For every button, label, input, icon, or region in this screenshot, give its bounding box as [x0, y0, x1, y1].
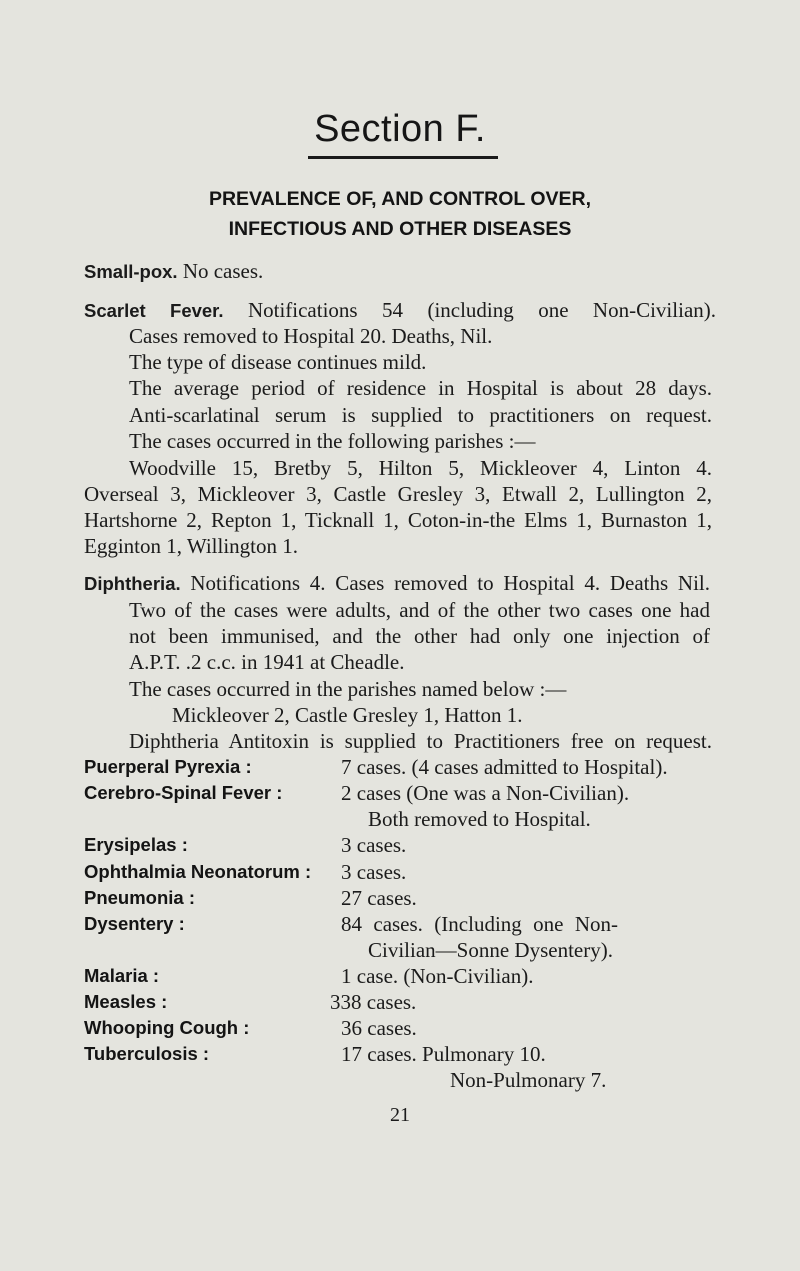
- heading-line-2: INFECTIOUS AND OTHER DISEASES: [228, 218, 572, 240]
- diphtheria-line: not been immunised, and the other had only one injection of: [129, 624, 710, 648]
- diphtheria-line: Diphtheria Antitoxin is supplied to Practitioners free on request.: [129, 729, 712, 753]
- scarlet-first-line: [84, 297, 716, 324]
- diphtheria-line: The cases occurred in the parishes named below :—: [129, 677, 567, 701]
- smallpox-text: No cases.: [182, 259, 264, 283]
- disease-value: 338 cases.: [330, 990, 417, 1014]
- diphtheria-line: Mickleover 2, Castle Gresley 1, Hatton 1.: [172, 703, 523, 727]
- disease-value: 84 cases. (Including one Non-: [341, 912, 618, 936]
- scarlet-line: Cases removed to Hospital 20. Deaths, Nil.: [129, 324, 493, 348]
- disease-value: 27 cases.: [341, 886, 417, 910]
- disease-label: Ophthalmia Neonatorum :: [84, 861, 312, 882]
- disease-label: Pneumonia :: [84, 887, 196, 908]
- disease-label: Tuberculosis :: [84, 1043, 210, 1064]
- disease-value-continued: Both removed to Hospital.: [368, 807, 591, 831]
- scarlet-line: Egginton 1, Willington 1.: [84, 534, 299, 558]
- disease-value: 36 cases.: [341, 1016, 417, 1040]
- scarlet-line: Anti-scarlatinal serum is supplied to practitioners on request.: [129, 403, 712, 427]
- disease-value: 1 case. (Non-Civilian).: [341, 964, 534, 988]
- title-underline: [308, 156, 498, 159]
- diphtheria-first-text: Notifications 4. Cases removed to Hospital 4. Deaths Nil.: [190, 571, 710, 595]
- scarlet-line: The cases occurred in the following parishes :—: [129, 429, 536, 453]
- diphtheria-line: A.P.T. .2 c.c. in 1941 at Cheadle.: [129, 650, 405, 674]
- diphtheria-line: Two of the cases were adults, and of the other two cases one had: [129, 598, 710, 622]
- disease-label: Cerebro-Spinal Fever :: [84, 782, 283, 803]
- disease-value: 2 cases (One was a Non-Civilian).: [341, 781, 630, 805]
- heading-line-1: PREVALENCE OF, AND CONTROL OVER,: [208, 188, 592, 210]
- disease-value: 3 cases.: [341, 833, 407, 857]
- scarlet-first-text: Notifications 54 (including one Non-Civilian).: [247, 298, 717, 322]
- disease-label: Whooping Cough :: [84, 1017, 250, 1038]
- disease-value-continued: Non-Pulmonary 7.: [450, 1068, 607, 1092]
- scarlet-line: Woodville 15, Bretby 5, Hilton 5, Mickleover 4, Linton 4.: [129, 456, 712, 480]
- section-title: Section F.: [314, 108, 486, 150]
- disease-label: Measles :: [84, 991, 168, 1012]
- scarlet-label: Scarlet Fever.: [84, 300, 224, 321]
- disease-label: Puerperal Pyrexia :: [84, 756, 252, 777]
- scarlet-line: Hartshorne 2, Repton 1, Ticknall 1, Coton-in-the Elms 1, Burnaston 1,: [84, 508, 712, 532]
- disease-value-continued: Civilian—Sonne Dysentery).: [368, 938, 613, 962]
- disease-label: Dysentery :: [84, 913, 185, 934]
- disease-value: 7 cases. (4 cases admitted to Hospital).: [341, 755, 668, 779]
- scarlet-line: The average period of residence in Hospital is about 28 days.: [129, 376, 712, 400]
- scarlet-line: The type of disease continues mild.: [129, 350, 427, 374]
- page-number: 21: [390, 1104, 410, 1126]
- disease-label: Malaria :: [84, 965, 160, 986]
- diphtheria-first-line: [84, 570, 710, 597]
- smallpox-paragraph: [84, 258, 263, 285]
- disease-label: Erysipelas :: [84, 834, 188, 855]
- disease-value: 3 cases.: [341, 860, 407, 884]
- smallpox-label: Small-pox.: [84, 261, 178, 282]
- disease-value: 17 cases. Pulmonary 10.: [341, 1042, 546, 1066]
- diphtheria-label: Diphtheria.: [84, 573, 181, 594]
- scarlet-line: Overseal 3, Mickleover 3, Castle Gresley 3, Etwall 2, Lullington 2,: [84, 482, 712, 506]
